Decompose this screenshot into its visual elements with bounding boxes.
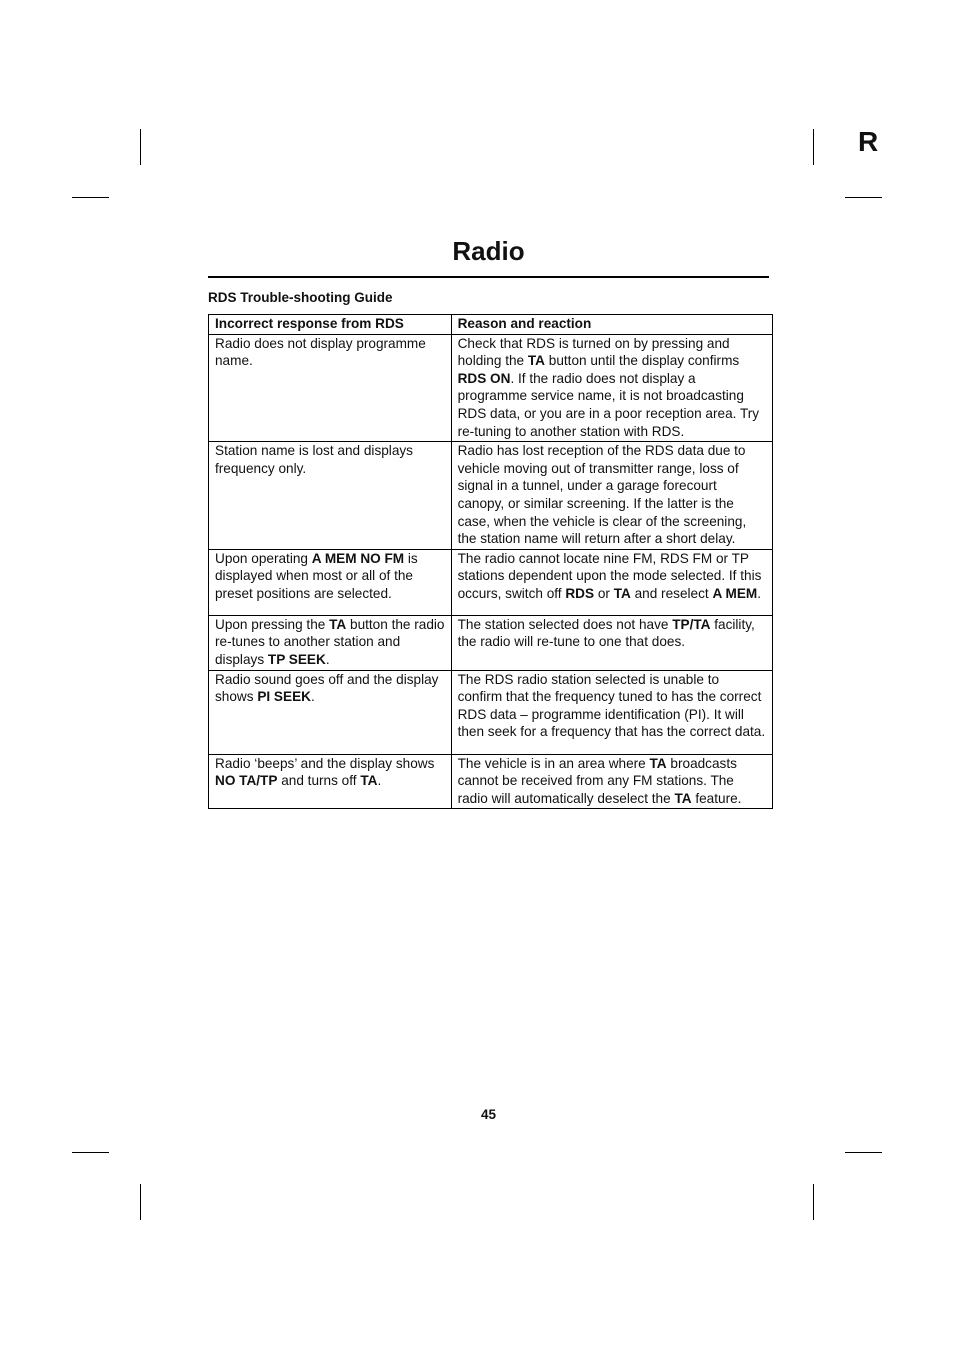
- text-run: The station selected does not have: [457, 616, 673, 632]
- page-title: Radio: [452, 236, 525, 266]
- text-run: feature.: [691, 790, 742, 806]
- bold-term: NO TA/TP: [215, 773, 278, 789]
- title-divider: [208, 276, 769, 278]
- bold-term: TP SEEK: [267, 651, 326, 667]
- table-row: [209, 670, 773, 754]
- crop-mark: [140, 129, 141, 165]
- text-run: .: [377, 773, 382, 789]
- section-letter: R: [858, 126, 879, 157]
- table-row: [209, 334, 773, 442]
- text-run: The vehicle is in an area where: [457, 755, 650, 771]
- response-cell: [209, 549, 452, 615]
- text-run: and turns off: [277, 773, 361, 789]
- text-run: Radio sound goes off and the display shows: [215, 671, 439, 705]
- reason-cell: [451, 549, 772, 615]
- rds-troubleshooting-table: [208, 314, 773, 809]
- bold-term: TA: [329, 616, 347, 632]
- reason-cell: [451, 334, 772, 442]
- bold-term: PI SEEK: [257, 689, 311, 705]
- text-run: Upon operating: [215, 550, 312, 566]
- section-subheading: RDS Trouble-shooting Guide: [208, 290, 393, 305]
- crop-mark: [813, 129, 814, 165]
- reason-cell: [451, 670, 772, 754]
- bold-term: A MEM NO FM: [311, 550, 405, 566]
- page-number: 45: [480, 1107, 497, 1122]
- bold-term: TA: [674, 790, 692, 806]
- bold-term: TA: [613, 585, 631, 601]
- text-run: Radio has lost reception of the RDS data due to vehicle moving out of transmitter range, loss of signal in a tunnel, under a garage forecourt canopy, or similar screening. If the latter is the case, when the vehicle is clear of the screening, the station name will return after a short delay.: [457, 443, 747, 547]
- crop-mark: [845, 1152, 882, 1153]
- bold-term: TA: [360, 773, 378, 789]
- table-row: [209, 549, 773, 615]
- response-cell: [209, 670, 452, 754]
- bold-term: A MEM: [712, 585, 758, 601]
- text-run: . If the radio does not display a programme service name, it is not broadcasting RDS data, or you are in a poor reception area. Try re-tuning to another station with RDS.: [457, 370, 760, 439]
- text-run: button the radio re-tunes to another station and displays: [215, 616, 445, 667]
- response-cell: [209, 754, 452, 809]
- text-run: Radio ‘beeps’ and the display shows: [215, 755, 435, 771]
- text-run: .: [310, 689, 315, 705]
- table-header-row: [209, 315, 773, 335]
- bold-term: TA: [649, 755, 667, 771]
- text-run: or: [594, 585, 614, 601]
- text-run: The radio cannot locate nine FM, RDS FM or TP stations dependent upon the mode selected. If this occurs, switch off: [457, 550, 762, 601]
- response-cell: [209, 334, 452, 442]
- column-header-response: Incorrect response from RDS: [209, 315, 452, 335]
- bold-term: RDS ON: [457, 370, 511, 386]
- text-run: Station name is lost and displays frequency only.: [215, 443, 413, 476]
- table-row: [209, 754, 773, 809]
- bold-term: RDS: [565, 585, 595, 601]
- text-run: The RDS radio station selected is unable to confirm that the frequency tuned to has the correct RDS data – programme identification (PI). It will then seek for a frequency that has the correct data.: [457, 671, 766, 740]
- text-run: is displayed when most or all of the preset positions are selected.: [215, 550, 418, 601]
- crop-mark: [845, 197, 882, 198]
- text-run: Radio does not display programme name.: [215, 335, 426, 369]
- response-cell: [209, 615, 452, 670]
- table-row: [209, 615, 773, 670]
- reason-cell: [451, 754, 772, 809]
- text-run: Upon pressing the: [215, 616, 330, 632]
- response-cell: [209, 442, 452, 550]
- column-header-reason: Reason and reaction: [451, 315, 772, 335]
- text-run: Check that RDS is turned on by pressing and holding the: [457, 335, 730, 369]
- table-row: [209, 442, 773, 550]
- bold-term: TP/TA: [672, 616, 711, 632]
- crop-mark: [72, 1152, 109, 1153]
- text-run: facility, the radio will re-tune to one that does.: [457, 616, 755, 650]
- text-run: broadcasts cannot be received from any FM stations. The radio will automatically deselect the: [457, 755, 737, 806]
- text-run: .: [325, 651, 330, 667]
- crop-mark: [72, 197, 109, 198]
- bold-term: TA: [527, 353, 545, 369]
- text-run: button until the display confirms: [545, 353, 740, 369]
- crop-mark: [813, 1184, 814, 1220]
- crop-mark: [140, 1184, 141, 1220]
- text-run: and reselect: [630, 585, 713, 601]
- reason-cell: [451, 615, 772, 670]
- text-run: .: [757, 585, 762, 601]
- reason-cell: [451, 442, 772, 550]
